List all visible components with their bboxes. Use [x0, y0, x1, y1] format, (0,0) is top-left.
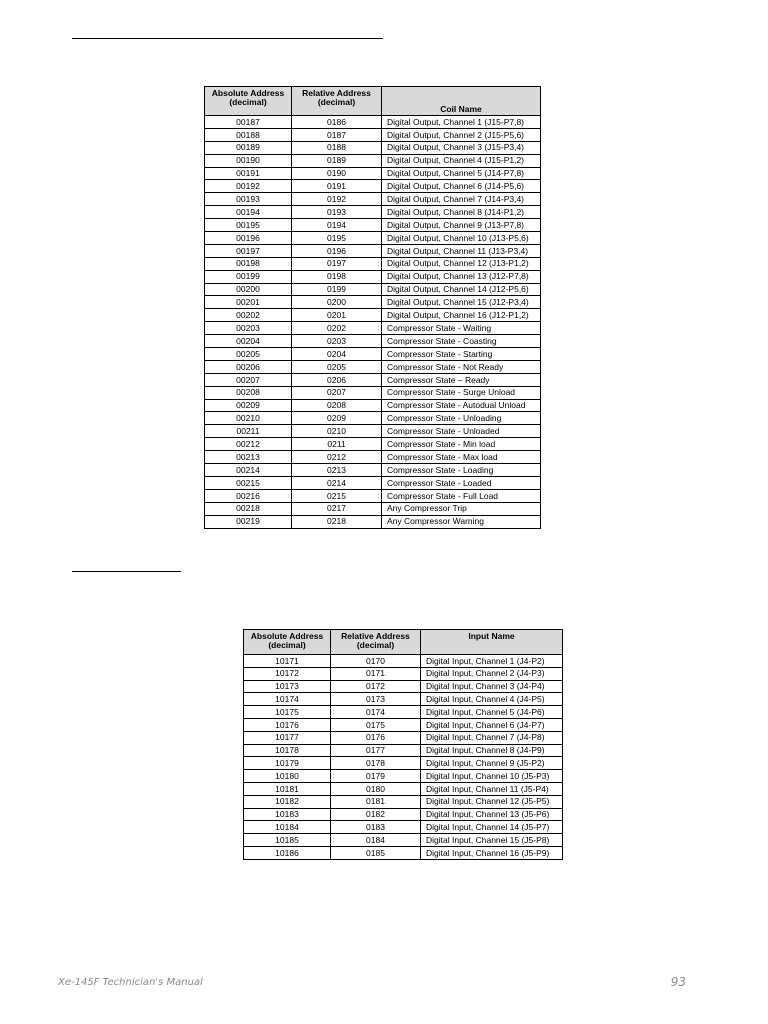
name-cell: Digital Input, Channel 7 (J4-P8)	[421, 731, 563, 744]
table-row	[244, 744, 563, 757]
absolute-address-cell: 00213	[205, 451, 292, 464]
table-row	[244, 808, 563, 821]
absolute-address-cell: 10179	[244, 757, 331, 770]
absolute-address-cell: 10184	[244, 821, 331, 834]
table-row	[205, 283, 541, 296]
absolute-address-cell: 00190	[205, 154, 292, 167]
coil-name-header: Coil Name	[382, 87, 541, 116]
absolute-address-cell: 00211	[205, 425, 292, 438]
table-row	[244, 718, 563, 731]
table-row	[205, 476, 541, 489]
absolute-address-cell: 00202	[205, 309, 292, 322]
relative-address-cell: 0174	[331, 706, 421, 719]
name-cell: Digital Output, Channel 5 (J14-P7,8)	[382, 167, 541, 180]
table-row	[205, 128, 541, 141]
table-row	[205, 309, 541, 322]
relative-address-cell: 0182	[331, 808, 421, 821]
table-row	[205, 167, 541, 180]
absolute-address-cell: 00197	[205, 244, 292, 257]
relative-address-cell: 0209	[292, 412, 382, 425]
name-cell: Digital Output, Channel 13 (J12-P7,8)	[382, 270, 541, 283]
relative-address-cell: 0207	[292, 386, 382, 399]
name-cell: Digital Output, Channel 12 (J13-P1,2)	[382, 257, 541, 270]
relative-address-cell: 0188	[292, 141, 382, 154]
section-heading-rule	[72, 571, 181, 572]
relative-address-cell: 0194	[292, 219, 382, 232]
relative-address-cell: 0187	[292, 128, 382, 141]
relative-address-cell: 0191	[292, 180, 382, 193]
relative-address-cell: 0198	[292, 270, 382, 283]
name-cell: Compressor State - Unloaded	[382, 425, 541, 438]
table-row	[244, 693, 563, 706]
relative-address-cell: 0192	[292, 193, 382, 206]
name-cell: Digital Input, Channel 16 (J5-P9)	[421, 846, 563, 859]
relative-address-header: Relative Address (decimal)	[331, 630, 421, 655]
name-cell: Digital Input, Channel 11 (J5-P4)	[421, 782, 563, 795]
table-row	[205, 489, 541, 502]
absolute-address-cell: 00189	[205, 141, 292, 154]
relative-address-cell: 0184	[331, 834, 421, 847]
relative-address-cell: 0202	[292, 322, 382, 335]
name-cell: Compressor State – Ready	[382, 373, 541, 386]
relative-address-cell: 0179	[331, 770, 421, 783]
name-cell: Compressor State - Not Ready	[382, 360, 541, 373]
name-cell: Digital Output, Channel 14 (J12-P5,6)	[382, 283, 541, 296]
relative-address-cell: 0203	[292, 335, 382, 348]
name-cell: Digital Output, Channel 16 (J12-P1,2)	[382, 309, 541, 322]
table-row	[205, 116, 541, 129]
coil-address-table	[204, 86, 541, 529]
absolute-address-cell: 00203	[205, 322, 292, 335]
table-row	[244, 846, 563, 859]
absolute-address-cell: 10180	[244, 770, 331, 783]
relative-address-cell: 0208	[292, 399, 382, 412]
absolute-address-header: Absolute Address (decimal)	[244, 630, 331, 655]
relative-address-cell: 0175	[331, 718, 421, 731]
relative-address-cell: 0171	[331, 667, 421, 680]
absolute-address-cell: 00215	[205, 476, 292, 489]
relative-address-cell: 0190	[292, 167, 382, 180]
table-row	[244, 757, 563, 770]
absolute-address-cell: 10181	[244, 782, 331, 795]
name-cell: Digital Output, Channel 7 (J14-P3,4)	[382, 193, 541, 206]
table-row	[205, 141, 541, 154]
relative-address-cell: 0215	[292, 489, 382, 502]
table-row	[244, 834, 563, 847]
input-table-header-row	[244, 630, 563, 655]
name-cell: Digital Output, Channel 15 (J12-P3,4)	[382, 296, 541, 309]
absolute-address-cell: 00191	[205, 167, 292, 180]
name-cell: Digital Input, Channel 8 (J4-P9)	[421, 744, 563, 757]
name-cell: Digital Output, Channel 11 (J13-P3,4)	[382, 244, 541, 257]
table-row	[244, 680, 563, 693]
table-row	[205, 425, 541, 438]
relative-address-header: Relative Address (decimal)	[292, 87, 382, 116]
absolute-address-cell: 10177	[244, 731, 331, 744]
relative-address-cell: 0199	[292, 283, 382, 296]
relative-address-cell: 0186	[292, 116, 382, 129]
name-cell: Compressor State - Starting	[382, 348, 541, 361]
coil-table-header-row	[205, 87, 541, 116]
absolute-address-cell: 10171	[244, 655, 331, 668]
relative-address-cell: 0212	[292, 451, 382, 464]
absolute-address-cell: 00194	[205, 206, 292, 219]
absolute-address-cell: 10186	[244, 846, 331, 859]
relative-address-cell: 0211	[292, 438, 382, 451]
name-cell: Digital Input, Channel 12 (J5-P5)	[421, 795, 563, 808]
footer-page-number: 93	[670, 975, 686, 989]
absolute-address-cell: 00209	[205, 399, 292, 412]
input-name-header: Input Name	[421, 630, 563, 655]
absolute-address-cell: 00207	[205, 373, 292, 386]
name-cell: Digital Output, Channel 1 (J15-P7,8)	[382, 116, 541, 129]
name-cell: Compressor State - Loading	[382, 464, 541, 477]
name-cell: Digital Input, Channel 4 (J4-P5)	[421, 693, 563, 706]
relative-address-cell: 0214	[292, 476, 382, 489]
table-row	[205, 257, 541, 270]
relative-address-cell: 0183	[331, 821, 421, 834]
relative-address-cell: 0189	[292, 154, 382, 167]
table-row	[244, 667, 563, 680]
relative-address-cell: 0206	[292, 373, 382, 386]
name-cell: Compressor State - Waiting	[382, 322, 541, 335]
section-heading-rule	[72, 38, 383, 39]
table-row	[205, 360, 541, 373]
table-row	[205, 206, 541, 219]
name-cell: Compressor State - Surge Unload	[382, 386, 541, 399]
absolute-address-cell: 00206	[205, 360, 292, 373]
absolute-address-cell: 00210	[205, 412, 292, 425]
table-row	[244, 770, 563, 783]
name-cell: Digital Input, Channel 1 (J4-P2)	[421, 655, 563, 668]
table-row	[205, 386, 541, 399]
absolute-address-cell: 00200	[205, 283, 292, 296]
absolute-address-header: Absolute Address (decimal)	[205, 87, 292, 116]
absolute-address-cell: 00219	[205, 515, 292, 528]
name-cell: Digital Input, Channel 6 (J4-P7)	[421, 718, 563, 731]
relative-address-cell: 0213	[292, 464, 382, 477]
name-cell: Digital Output, Channel 2 (J15-P5,6)	[382, 128, 541, 141]
absolute-address-cell: 00199	[205, 270, 292, 283]
table-row	[244, 655, 563, 668]
table-row	[244, 821, 563, 834]
table-row	[244, 795, 563, 808]
name-cell: Compressor State - Loaded	[382, 476, 541, 489]
table-row	[205, 438, 541, 451]
table-row	[244, 706, 563, 719]
absolute-address-cell: 10182	[244, 795, 331, 808]
absolute-address-cell: 00187	[205, 116, 292, 129]
table-row	[205, 270, 541, 283]
table-row	[205, 244, 541, 257]
name-cell: Compressor State - Min load	[382, 438, 541, 451]
footer-manual-title: Xe-145F Technician's Manual	[58, 977, 203, 988]
table-row	[205, 373, 541, 386]
absolute-address-cell: 00212	[205, 438, 292, 451]
relative-address-cell: 0177	[331, 744, 421, 757]
relative-address-cell: 0196	[292, 244, 382, 257]
absolute-address-cell: 10174	[244, 693, 331, 706]
name-cell: Digital Output, Channel 9 (J13-P7,8)	[382, 219, 541, 232]
absolute-address-cell: 10183	[244, 808, 331, 821]
absolute-address-cell: 00218	[205, 502, 292, 515]
table-row	[205, 348, 541, 361]
relative-address-cell: 0200	[292, 296, 382, 309]
name-cell: Digital Input, Channel 15 (J5-P8)	[421, 834, 563, 847]
name-cell: Compressor State - Unloading	[382, 412, 541, 425]
table-row	[205, 515, 541, 528]
name-cell: Digital Input, Channel 3 (J4-P4)	[421, 680, 563, 693]
table-row	[205, 219, 541, 232]
name-cell: Compressor State - Full Load	[382, 489, 541, 502]
relative-address-cell: 0176	[331, 731, 421, 744]
name-cell: Digital Input, Channel 14 (J5-P7)	[421, 821, 563, 834]
absolute-address-cell: 00198	[205, 257, 292, 270]
absolute-address-cell: 00214	[205, 464, 292, 477]
relative-address-cell: 0197	[292, 257, 382, 270]
absolute-address-cell: 10175	[244, 706, 331, 719]
table-row	[205, 322, 541, 335]
absolute-address-cell: 00196	[205, 232, 292, 245]
relative-address-cell: 0178	[331, 757, 421, 770]
relative-address-cell: 0180	[331, 782, 421, 795]
absolute-address-cell: 00188	[205, 128, 292, 141]
name-cell: Digital Output, Channel 6 (J14-P5,6)	[382, 180, 541, 193]
name-cell: Any Compressor Warning	[382, 515, 541, 528]
table-row	[244, 731, 563, 744]
absolute-address-cell: 00216	[205, 489, 292, 502]
name-cell: Digital Input, Channel 10 (J5-P3)	[421, 770, 563, 783]
table-row	[205, 296, 541, 309]
table-row	[205, 451, 541, 464]
name-cell: Digital Input, Channel 5 (J4-P6)	[421, 706, 563, 719]
absolute-address-cell: 00204	[205, 335, 292, 348]
table-row	[205, 502, 541, 515]
table-row	[244, 782, 563, 795]
relative-address-cell: 0204	[292, 348, 382, 361]
relative-address-cell: 0218	[292, 515, 382, 528]
name-cell: Compressor State - Coasting	[382, 335, 541, 348]
name-cell: Compressor State - Autodual Unload	[382, 399, 541, 412]
absolute-address-cell: 10176	[244, 718, 331, 731]
name-cell: Any Compressor Trip	[382, 502, 541, 515]
table-row	[205, 193, 541, 206]
relative-address-cell: 0217	[292, 502, 382, 515]
table-row	[205, 154, 541, 167]
absolute-address-cell: 00192	[205, 180, 292, 193]
absolute-address-cell: 10178	[244, 744, 331, 757]
name-cell: Digital Input, Channel 2 (J4-P3)	[421, 667, 563, 680]
relative-address-cell: 0172	[331, 680, 421, 693]
absolute-address-cell: 00208	[205, 386, 292, 399]
relative-address-cell: 0181	[331, 795, 421, 808]
absolute-address-cell: 10185	[244, 834, 331, 847]
absolute-address-cell: 00193	[205, 193, 292, 206]
relative-address-cell: 0195	[292, 232, 382, 245]
name-cell: Compressor State - Max load	[382, 451, 541, 464]
table-row	[205, 464, 541, 477]
name-cell: Digital Input, Channel 9 (J5-P2)	[421, 757, 563, 770]
name-cell: Digital Input, Channel 13 (J5-P6)	[421, 808, 563, 821]
table-row	[205, 399, 541, 412]
name-cell: Digital Output, Channel 4 (J15-P1,2)	[382, 154, 541, 167]
relative-address-cell: 0205	[292, 360, 382, 373]
relative-address-cell: 0185	[331, 846, 421, 859]
absolute-address-cell: 00201	[205, 296, 292, 309]
absolute-address-cell: 00195	[205, 219, 292, 232]
absolute-address-cell: 00205	[205, 348, 292, 361]
input-address-table	[243, 629, 563, 860]
absolute-address-cell: 10172	[244, 667, 331, 680]
relative-address-cell: 0201	[292, 309, 382, 322]
relative-address-cell: 0193	[292, 206, 382, 219]
name-cell: Digital Output, Channel 3 (J15-P3,4)	[382, 141, 541, 154]
relative-address-cell: 0170	[331, 655, 421, 668]
absolute-address-cell: 10173	[244, 680, 331, 693]
table-row	[205, 412, 541, 425]
relative-address-cell: 0173	[331, 693, 421, 706]
relative-address-cell: 0210	[292, 425, 382, 438]
table-row	[205, 180, 541, 193]
table-row	[205, 335, 541, 348]
name-cell: Digital Output, Channel 10 (J13-P5,6)	[382, 232, 541, 245]
name-cell: Digital Output, Channel 8 (J14-P1,2)	[382, 206, 541, 219]
table-row	[205, 232, 541, 245]
